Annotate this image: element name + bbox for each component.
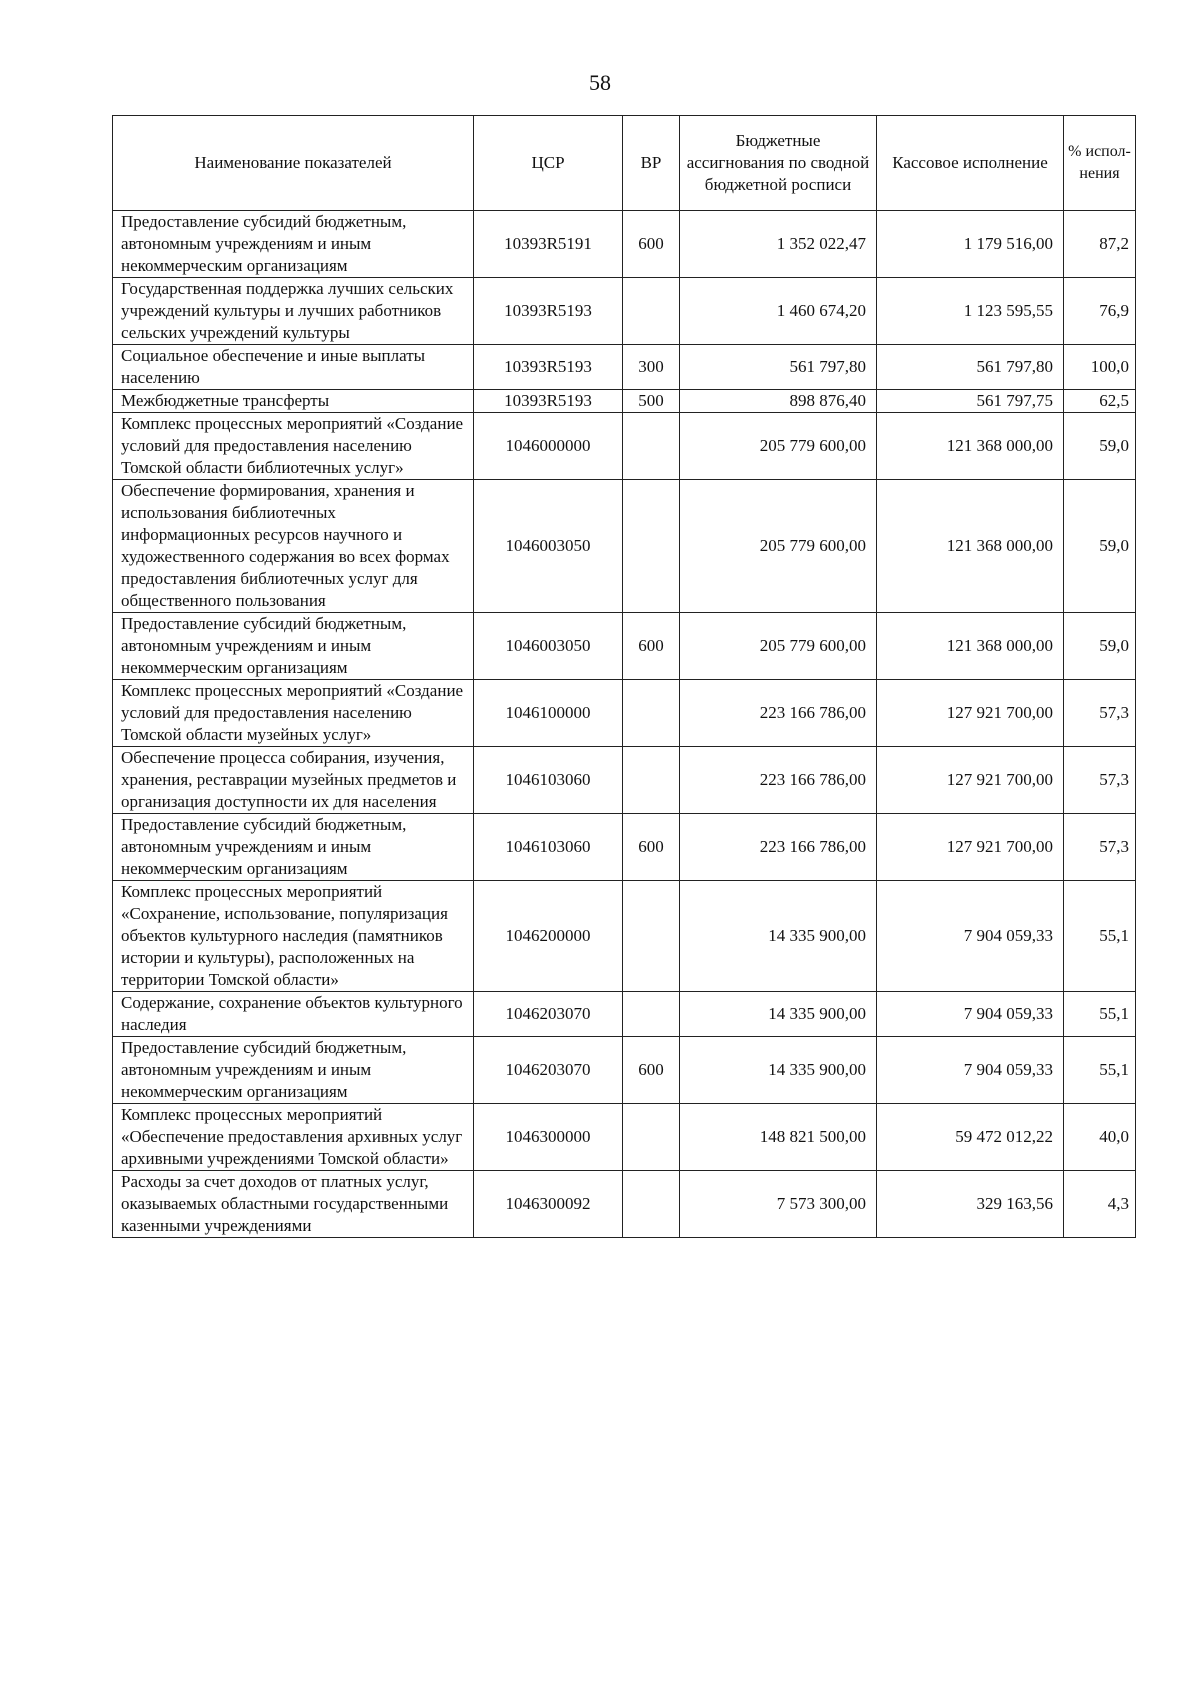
table-row <box>113 413 1136 480</box>
row-csr: 1046100000 <box>474 680 623 747</box>
row-name: Расходы за счет доходов от платных услуг, оказываемых областными государственными казенными учреждениями <box>113 1171 474 1238</box>
header-cash: Кассовое исполнение <box>877 116 1064 211</box>
row-cash: 127 921 700,00 <box>877 680 1064 747</box>
row-cash: 121 368 000,00 <box>877 413 1064 480</box>
row-pct: 59,0 <box>1064 413 1136 480</box>
row-pct: 59,0 <box>1064 480 1136 613</box>
row-csr: 1046300092 <box>474 1171 623 1238</box>
row-vr <box>623 992 680 1037</box>
row-vr <box>623 747 680 814</box>
row-csr: 1046103060 <box>474 747 623 814</box>
table-header-row <box>113 116 1136 211</box>
row-name: Обеспечение процесса собирания, изучения, хранения, реставрации музейных предметов и организация доступности их для населения <box>113 747 474 814</box>
row-name: Социальное обеспечение и иные выплаты населению <box>113 345 474 390</box>
header-pct: % испол-нения <box>1064 116 1136 211</box>
row-cash: 7 904 059,33 <box>877 992 1064 1037</box>
table-row <box>113 992 1136 1037</box>
row-csr: 10393R5193 <box>474 278 623 345</box>
row-pct: 87,2 <box>1064 211 1136 278</box>
row-budget: 898 876,40 <box>680 390 877 413</box>
row-cash: 561 797,75 <box>877 390 1064 413</box>
row-cash: 1 123 595,55 <box>877 278 1064 345</box>
row-budget: 7 573 300,00 <box>680 1171 877 1238</box>
row-cash: 127 921 700,00 <box>877 814 1064 881</box>
header-csr: ЦСР <box>474 116 623 211</box>
table-row <box>113 211 1136 278</box>
row-name: Межбюджетные трансферты <box>113 390 474 413</box>
row-vr <box>623 680 680 747</box>
row-vr <box>623 480 680 613</box>
row-budget: 14 335 900,00 <box>680 881 877 992</box>
row-vr <box>623 278 680 345</box>
row-budget: 561 797,80 <box>680 345 877 390</box>
table-row <box>113 680 1136 747</box>
row-vr: 600 <box>623 613 680 680</box>
table-row <box>113 814 1136 881</box>
row-vr: 600 <box>623 1037 680 1104</box>
table-row <box>113 1104 1136 1171</box>
row-budget: 223 166 786,00 <box>680 747 877 814</box>
row-pct: 40,0 <box>1064 1104 1136 1171</box>
row-pct: 55,1 <box>1064 1037 1136 1104</box>
table-row <box>113 1171 1136 1238</box>
budget-table <box>112 115 1136 1238</box>
table-row <box>113 747 1136 814</box>
row-csr: 1046203070 <box>474 992 623 1037</box>
table-row <box>113 345 1136 390</box>
row-vr <box>623 881 680 992</box>
row-pct: 55,1 <box>1064 881 1136 992</box>
row-budget: 205 779 600,00 <box>680 613 877 680</box>
row-pct: 57,3 <box>1064 747 1136 814</box>
row-csr: 10393R5193 <box>474 390 623 413</box>
row-pct: 100,0 <box>1064 345 1136 390</box>
table-row <box>113 390 1136 413</box>
row-cash: 127 921 700,00 <box>877 747 1064 814</box>
row-csr: 1046000000 <box>474 413 623 480</box>
row-vr: 300 <box>623 345 680 390</box>
row-budget: 223 166 786,00 <box>680 814 877 881</box>
row-vr <box>623 1104 680 1171</box>
row-cash: 59 472 012,22 <box>877 1104 1064 1171</box>
row-pct: 76,9 <box>1064 278 1136 345</box>
row-csr: 1046003050 <box>474 480 623 613</box>
row-name: Государственная поддержка лучших сельских учреждений культуры и лучших работников сельских учреждений культуры <box>113 278 474 345</box>
row-vr <box>623 413 680 480</box>
row-vr: 600 <box>623 211 680 278</box>
row-budget: 148 821 500,00 <box>680 1104 877 1171</box>
row-cash: 329 163,56 <box>877 1171 1064 1238</box>
row-budget: 205 779 600,00 <box>680 413 877 480</box>
row-name: Комплекс процессных мероприятий «Создание условий для предоставления населению Томской области музейных услуг» <box>113 680 474 747</box>
row-vr: 500 <box>623 390 680 413</box>
row-budget: 205 779 600,00 <box>680 480 877 613</box>
row-csr: 1046203070 <box>474 1037 623 1104</box>
row-csr: 1046003050 <box>474 613 623 680</box>
row-vr <box>623 1171 680 1238</box>
table-row <box>113 881 1136 992</box>
header-vr: ВР <box>623 116 680 211</box>
page-number: 58 <box>589 70 611 95</box>
row-cash: 121 368 000,00 <box>877 613 1064 680</box>
header-name: Наименование показателей <box>113 116 474 211</box>
row-csr: 10393R5191 <box>474 211 623 278</box>
row-name: Содержание, сохранение объектов культурного наследия <box>113 992 474 1037</box>
row-budget: 14 335 900,00 <box>680 1037 877 1104</box>
row-pct: 4,3 <box>1064 1171 1136 1238</box>
row-name: Обеспечение формирования, хранения и использования библиотечных информационных ресурсов научного и художественного содержания во всех формах предоставления библиотечных услуг для общественного пользования <box>113 480 474 613</box>
row-pct: 55,1 <box>1064 992 1136 1037</box>
row-csr: 1046103060 <box>474 814 623 881</box>
table-row <box>113 1037 1136 1104</box>
row-pct: 62,5 <box>1064 390 1136 413</box>
row-budget: 1 460 674,20 <box>680 278 877 345</box>
row-pct: 57,3 <box>1064 814 1136 881</box>
row-csr: 10393R5193 <box>474 345 623 390</box>
header-budget: Бюджетные ассигнования по сводной бюджетной росписи <box>680 116 877 211</box>
row-budget: 1 352 022,47 <box>680 211 877 278</box>
row-csr: 1046200000 <box>474 881 623 992</box>
row-csr: 1046300000 <box>474 1104 623 1171</box>
row-name: Предоставление субсидий бюджетным, автономным учреждениям и иным некоммерческим организациям <box>113 1037 474 1104</box>
row-name: Комплекс процессных мероприятий «Создание условий для предоставления населению Томской области библиотечных услуг» <box>113 413 474 480</box>
table-row <box>113 480 1136 613</box>
row-name: Предоставление субсидий бюджетным, автономным учреждениям и иным некоммерческим организациям <box>113 814 474 881</box>
row-pct: 57,3 <box>1064 680 1136 747</box>
row-cash: 1 179 516,00 <box>877 211 1064 278</box>
table-row <box>113 278 1136 345</box>
row-name: Предоставление субсидий бюджетным, автономным учреждениям и иным некоммерческим организациям <box>113 613 474 680</box>
row-cash: 7 904 059,33 <box>877 1037 1064 1104</box>
row-vr: 600 <box>623 814 680 881</box>
row-pct: 59,0 <box>1064 613 1136 680</box>
row-budget: 14 335 900,00 <box>680 992 877 1037</box>
row-cash: 7 904 059,33 <box>877 881 1064 992</box>
row-name: Предоставление субсидий бюджетным, автономным учреждениям и иным некоммерческим организациям <box>113 211 474 278</box>
row-name: Комплекс процессных мероприятий «Обеспечение предоставления архивных услуг архивными учреждениями Томской области» <box>113 1104 474 1171</box>
table-row <box>113 613 1136 680</box>
row-name: Комплекс процессных мероприятий «Сохранение, использование, популяризация объектов культурного наследия (памятников истории и культуры), расположенных на территории Томской области» <box>113 881 474 992</box>
row-cash: 121 368 000,00 <box>877 480 1064 613</box>
row-cash: 561 797,80 <box>877 345 1064 390</box>
row-budget: 223 166 786,00 <box>680 680 877 747</box>
